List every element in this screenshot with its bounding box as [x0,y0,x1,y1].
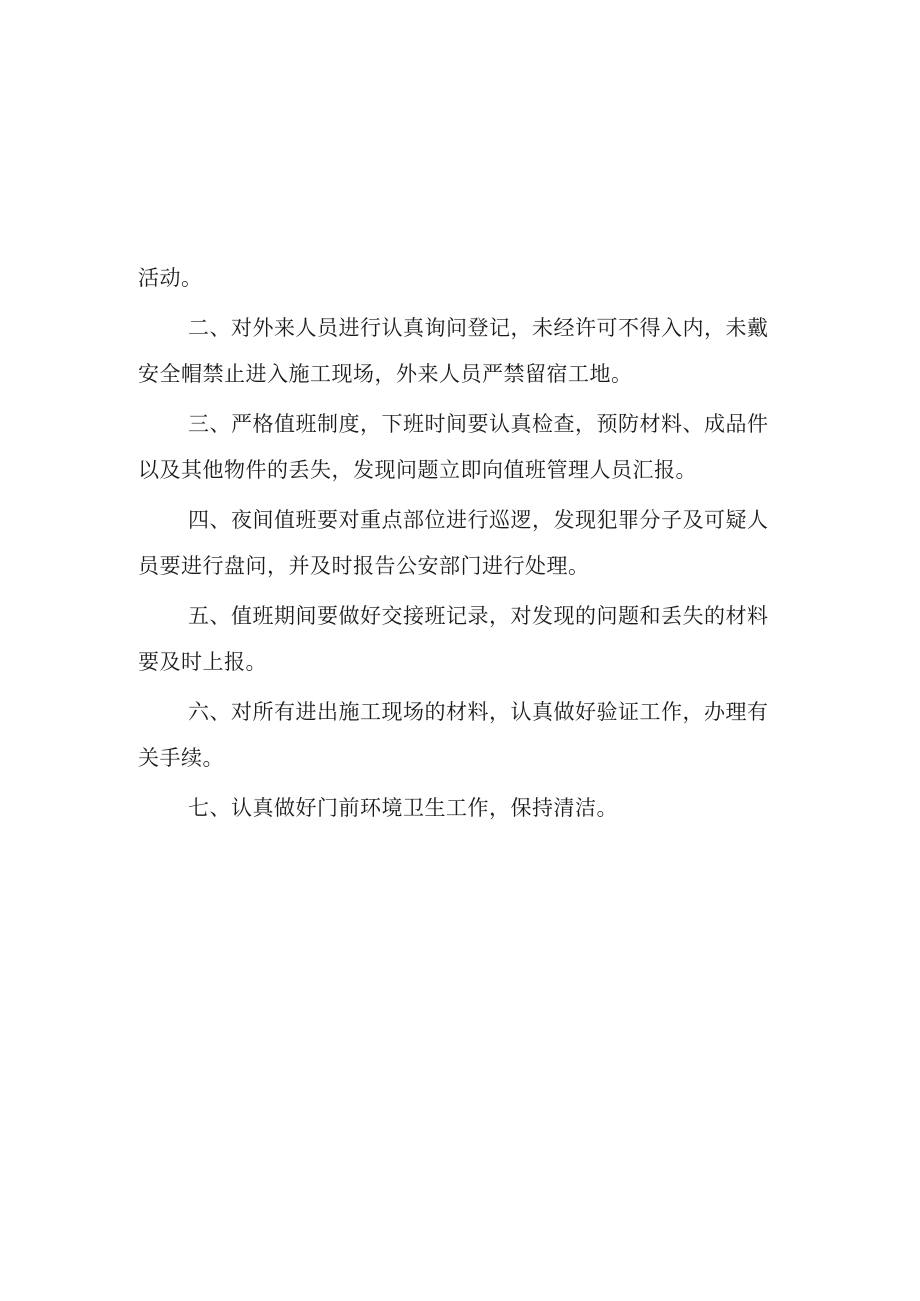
paragraph-item-2: 二、对外来人员进行认真询问登记，未经许可不得入内，未戴安全帽禁止进入施工现场，外来人员严禁留宿工地。 [138,316,769,386]
paragraph-item-4: 四、夜间值班要对重点部位进行巡逻，发现犯罪分子及可疑人员要进行盘问，并及时报告公安部门进行处理。 [138,508,769,578]
paragraph-continuation: 活动。 [138,266,203,290]
paragraph-item-5: 五、值班期间要做好交接班记录，对发现的问题和丢失的材料要及时上报。 [138,604,769,674]
paragraph-item-3: 三、严格值班制度，下班时间要认真检查，预防材料、成品件以及其他物件的丢失，发现问题立即向值班管理人员汇报。 [138,412,769,482]
paragraph-item-6: 六、对所有进出施工现场的材料，认真做好验证工作，办理有关手续。 [138,700,769,770]
document-body [138,255,788,831]
paragraph-item-7: 七、认真做好门前环境卫生工作，保持清洁。 [188,796,618,820]
